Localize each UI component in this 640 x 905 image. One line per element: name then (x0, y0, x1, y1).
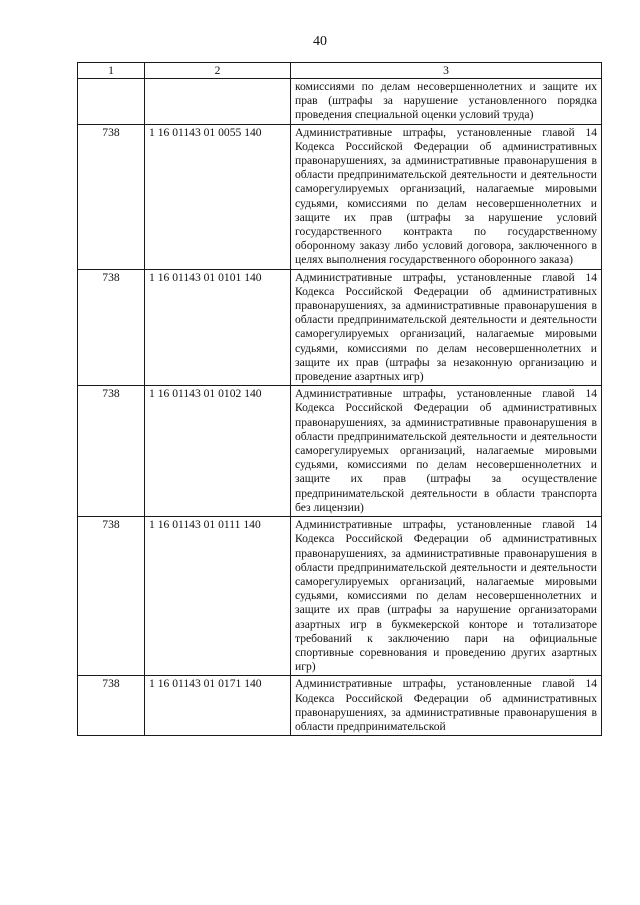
budget-code-cell: 1 16 01143 01 0111 140 (145, 517, 291, 676)
admin-code-cell: 738 (78, 269, 145, 386)
admin-code-cell: 738 (78, 517, 145, 676)
column-header-2: 2 (145, 63, 291, 79)
table-header-row (78, 63, 602, 79)
description-cell: комиссиями по делам несовершеннолетних и защите их прав (штрафы за нарушение установленного порядка проведения специальной оценки условий труда) (291, 79, 602, 125)
table-row (78, 517, 602, 676)
budget-code-cell (145, 79, 291, 125)
description-cell: Административные штрафы, установленные главой 14 Кодекса Российской Федерации об административных правонарушениях, за административные правонарушения в области предпринимательской деятельности и деятельности саморегулируемых организаций, налагаемые мировыми судьями, комиссиями по делам несовершеннолетних и защите их прав (штрафы за нарушение организаторами азартных игр в букмекерской конторе и тотализаторе требований к заключению пари на официальные спортивные соревнования и проведению других азартных игр) (291, 517, 602, 676)
budget-classification-table (77, 62, 602, 736)
description-cell: Административные штрафы, установленные главой 14 Кодекса Российской Федерации об административных правонарушениях, за административные правонарушения в области предпринимательской деятельности и деятельности саморегулируемых организаций, налагаемые мировыми судьями, комиссиями по делам несовершеннолетних и защите их прав (штрафы за незаконную организацию и проведение азартных игр) (291, 269, 602, 386)
admin-code-cell: 738 (78, 386, 145, 517)
table-row (78, 124, 602, 269)
budget-code-cell: 1 16 01143 01 0102 140 (145, 386, 291, 517)
table-row (78, 386, 602, 517)
description-cell: Административные штрафы, установленные главой 14 Кодекса Российской Федерации об административных правонарушениях, за административные правонарушения в области предпринимательской (291, 676, 602, 736)
budget-code-cell: 1 16 01143 01 0055 140 (145, 124, 291, 269)
description-cell: Административные штрафы, установленные главой 14 Кодекса Российской Федерации об административных правонарушениях, за административные правонарушения в области предпринимательской деятельности и деятельности саморегулируемых организаций, налагаемые мировыми судьями, комиссиями по делам несовершеннолетних и защите их прав (штрафы за нарушение условий государственного контракта по государственному оборонному заказу либо условий договора, заключенного в целях выполнения государственного оборонного заказа) (291, 124, 602, 269)
column-header-1: 1 (78, 63, 145, 79)
admin-code-cell: 738 (78, 676, 145, 736)
page-number: 40 (313, 34, 327, 49)
table-row (78, 269, 602, 386)
admin-code-cell (78, 79, 145, 125)
table-row (78, 79, 602, 125)
admin-code-cell: 738 (78, 124, 145, 269)
budget-code-cell: 1 16 01143 01 0171 140 (145, 676, 291, 736)
column-header-3: 3 (291, 63, 602, 79)
table-row (78, 676, 602, 736)
description-cell: Административные штрафы, установленные главой 14 Кодекса Российской Федерации об административных правонарушениях, за административные правонарушения в области предпринимательской деятельности и деятельности саморегулируемых организаций, налагаемые мировыми судьями, комиссиями по делам несовершеннолетних и защите их прав (штрафы за осуществление предпринимательской деятельности в области транспорта без лицензии) (291, 386, 602, 517)
budget-code-cell: 1 16 01143 01 0101 140 (145, 269, 291, 386)
